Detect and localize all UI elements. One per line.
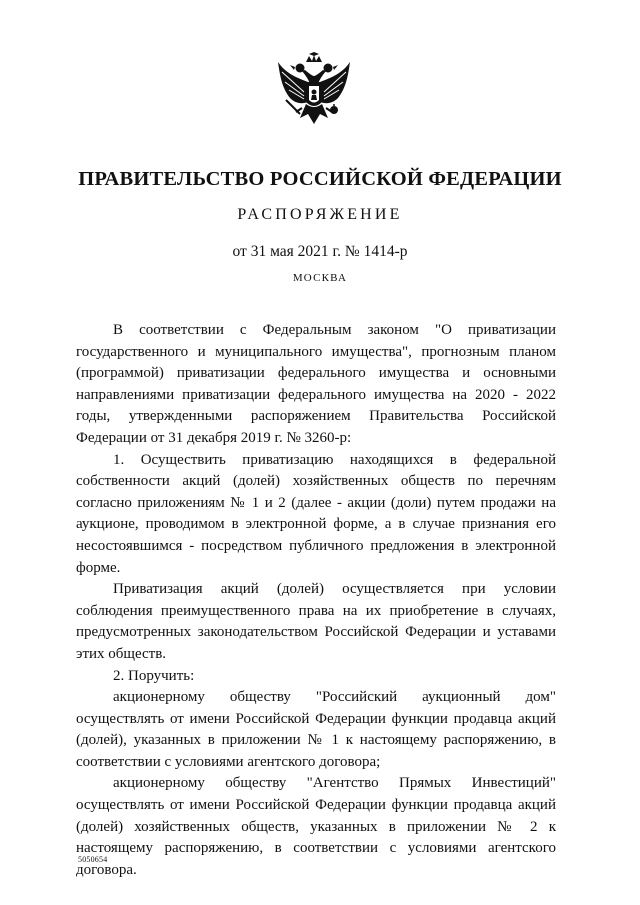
- body-paragraph: Приватизация акций (долей) осуществляется при условии соблюдения преимущественного права на их приобретение в случаях, предусмотренных законодательством Российской Федерации и уставами этих обществ.: [76, 581, 556, 662]
- document-body: [76, 320, 556, 881]
- body-paragraph: акционерному обществу "Российский аукционный дом" осуществлять от имени Российской Федерации функции продавца акций (долей), указанных в приложении № 1 к настоящему распоряжению, в соответствии с условиями агентского договора;: [76, 689, 556, 770]
- body-paragraph: В соответствии с Федеральным законом "О приватизации государственного и муниципального имущества", прогнозным планом (программой) приватизации федерального имущества и основными направлениями приватизации федерального имущества на 2020 - 2022 годы, утвержденными распоряжением Правительства Российской Федерации от 31 декабря 2019 г. № 3260-р:: [76, 322, 556, 446]
- body-paragraph: 2. Поручить:: [113, 667, 195, 684]
- document-type: РАСПОРЯЖЕНИЕ: [237, 206, 403, 223]
- document-city: МОСКВА: [292, 272, 348, 284]
- double-headed-eagle-icon: [276, 52, 352, 136]
- document-code: 5050654: [78, 855, 108, 864]
- government-title: ПРАВИТЕЛЬСТВО РОССИЙСКОЙ ФЕДЕРАЦИИ: [78, 168, 562, 190]
- body-paragraph: 1. Осуществить приватизацию находящихся в федеральной собственности акций (долей) хозяйственных обществ по перечням согласно приложениям № 1 и 2 (далее - акции (доли) путем продажи на аукционе, проводимом в электронной форме, а в случае признания его несостоявшимся - посредством публичного предложения в электронной форме.: [76, 451, 556, 576]
- body-paragraph: акционерному обществу "Агентство Прямых Инвестиций" осуществлять от имени Российской Федерации функции продавца акций (долей) хозяйственных обществ, указанных в приложении № 2 к настоящему распоряжению, в соответствии с условиями агентского договора.: [76, 775, 556, 878]
- document-date-number: от 31 мая 2021 г. № 1414-р: [232, 243, 408, 260]
